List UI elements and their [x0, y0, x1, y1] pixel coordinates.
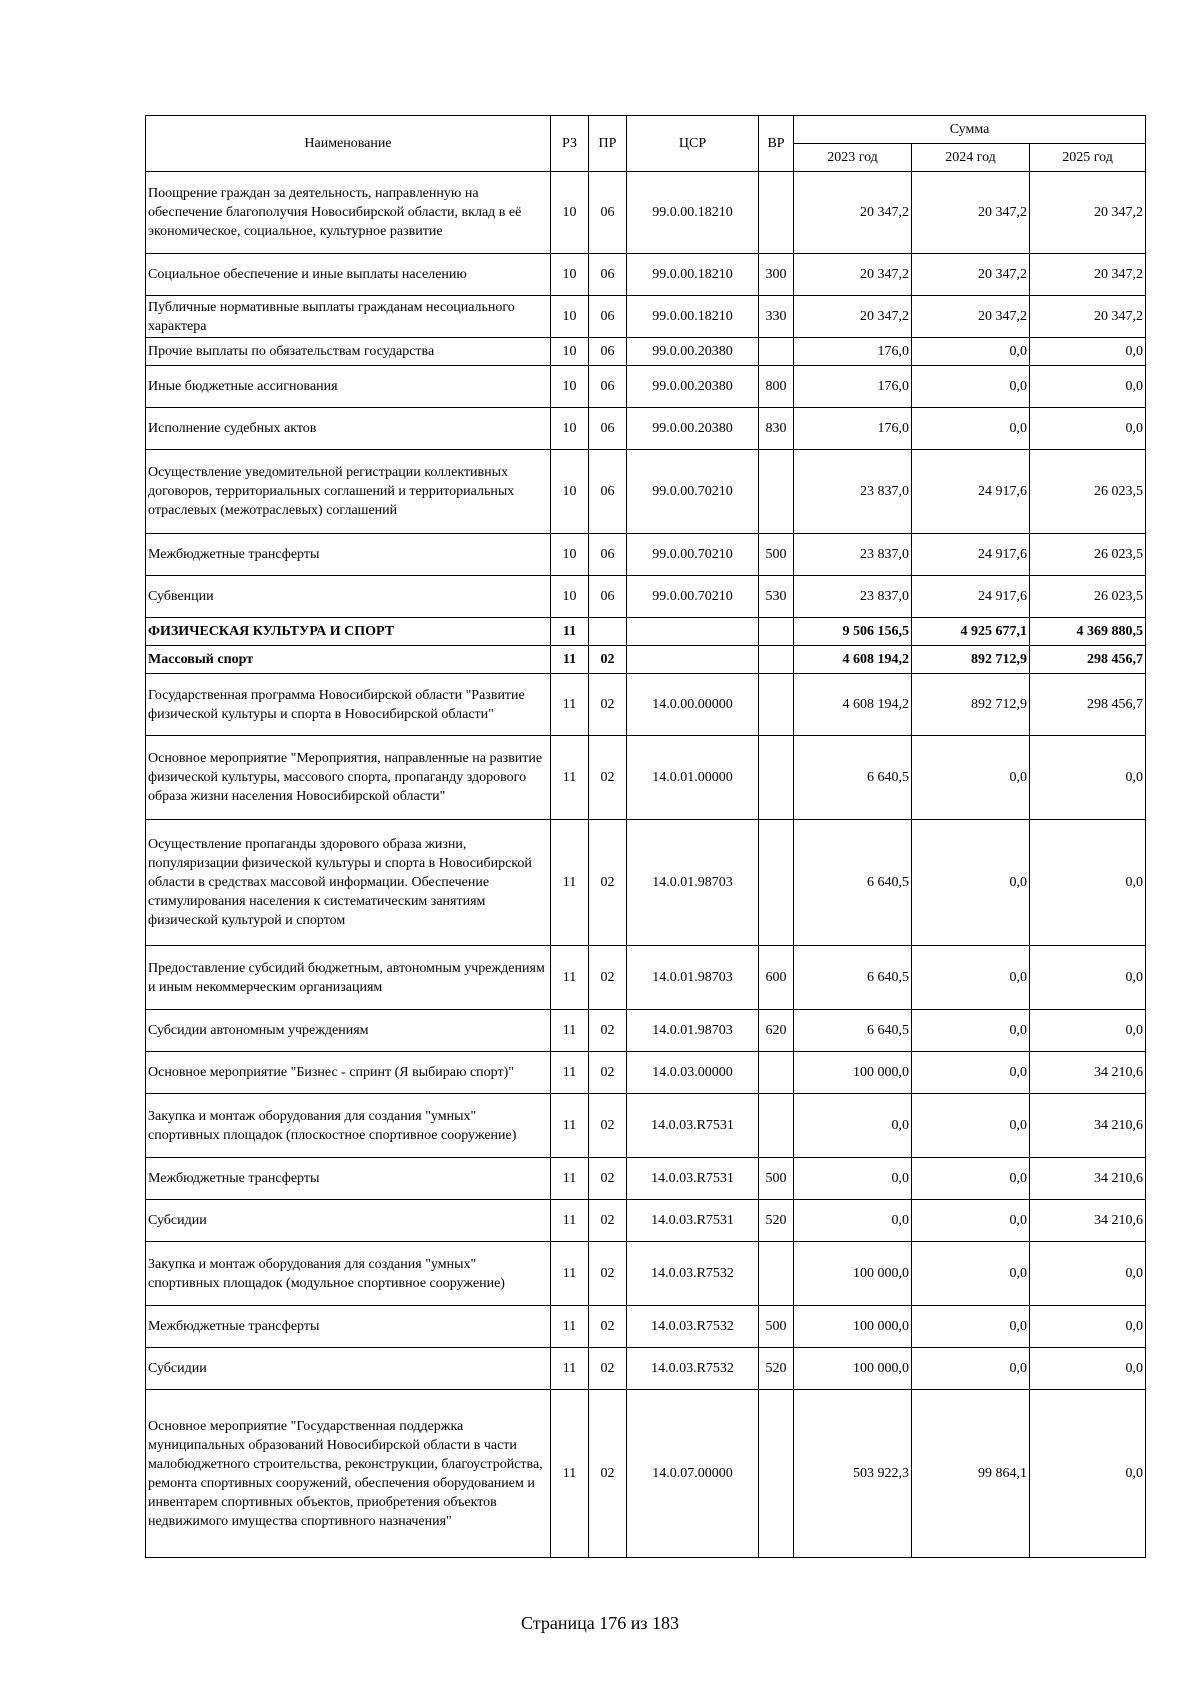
cell-pr: 02 — [589, 1306, 627, 1348]
cell-csr: 14.0.01.98703 — [627, 946, 759, 1010]
cell-2024: 24 917,6 — [912, 534, 1030, 576]
header-year-2023: 2023 год — [794, 144, 912, 172]
cell-rz: 10 — [551, 534, 589, 576]
cell-2024: 0,0 — [912, 1158, 1030, 1200]
cell-2024: 892 712,9 — [912, 646, 1030, 674]
cell-vr — [759, 674, 794, 736]
cell-name: Субсидии автономным учреждениям — [146, 1010, 551, 1052]
cell-pr: 02 — [589, 946, 627, 1010]
cell-vr: 500 — [759, 1306, 794, 1348]
cell-pr: 06 — [589, 450, 627, 534]
cell-rz: 10 — [551, 576, 589, 618]
cell-2024: 0,0 — [912, 1094, 1030, 1158]
table-body — [146, 172, 1146, 1558]
cell-2025: 0,0 — [1030, 1010, 1146, 1052]
cell-2023: 20 347,2 — [794, 172, 912, 254]
table-row — [146, 946, 1146, 1010]
cell-2024: 0,0 — [912, 1200, 1030, 1242]
cell-2025: 0,0 — [1030, 338, 1146, 366]
table-row — [146, 820, 1146, 946]
table-row — [146, 1158, 1146, 1200]
cell-2024: 0,0 — [912, 1242, 1030, 1306]
cell-2024: 24 917,6 — [912, 450, 1030, 534]
cell-name: Осуществление пропаганды здорового образа жизни, популяризации физической культуры и спорта в Новосибирской области в средствах массовой информации. Обеспечение стимулирования населения к систематическим занятиям физической культурой и спортом — [146, 820, 551, 946]
budget-table — [145, 115, 1146, 1558]
cell-rz: 10 — [551, 408, 589, 450]
cell-name: ФИЗИЧЕСКАЯ КУЛЬТУРА И СПОРТ — [146, 618, 551, 646]
table-row — [146, 1306, 1146, 1348]
cell-csr: 99.0.00.18210 — [627, 254, 759, 296]
cell-2025: 298 456,7 — [1030, 646, 1146, 674]
cell-vr: 830 — [759, 408, 794, 450]
cell-name: Осуществление уведомительной регистрации коллективных договоров, территориальных соглашений и территориальных отраслевых (межотраслевых) соглашений — [146, 450, 551, 534]
cell-rz: 11 — [551, 736, 589, 820]
cell-csr: 14.0.03.R7531 — [627, 1200, 759, 1242]
page-number: Страница 176 из 183 — [521, 1613, 679, 1633]
cell-2025: 20 347,2 — [1030, 296, 1146, 338]
table-row — [146, 172, 1146, 254]
table-row — [146, 254, 1146, 296]
cell-pr: 02 — [589, 646, 627, 674]
header-pr: ПР — [589, 116, 627, 172]
cell-vr: 530 — [759, 576, 794, 618]
cell-csr: 14.0.03.R7532 — [627, 1348, 759, 1390]
cell-2025: 0,0 — [1030, 946, 1146, 1010]
cell-vr: 520 — [759, 1348, 794, 1390]
cell-2023: 0,0 — [794, 1094, 912, 1158]
cell-2024: 0,0 — [912, 1052, 1030, 1094]
table-row — [146, 736, 1146, 820]
cell-pr: 06 — [589, 576, 627, 618]
cell-name: Межбюджетные трансферты — [146, 1306, 551, 1348]
cell-rz: 11 — [551, 1242, 589, 1306]
cell-rz: 11 — [551, 1390, 589, 1558]
cell-2024: 20 347,2 — [912, 296, 1030, 338]
cell-vr: 300 — [759, 254, 794, 296]
cell-vr — [759, 1052, 794, 1094]
cell-name: Основное мероприятие "Бизнес - спринт (Я выбираю спорт)" — [146, 1052, 551, 1094]
cell-rz: 11 — [551, 1306, 589, 1348]
cell-name: Социальное обеспечение и иные выплаты населению — [146, 254, 551, 296]
table-row — [146, 366, 1146, 408]
cell-2025: 0,0 — [1030, 1390, 1146, 1558]
cell-csr: 99.0.00.18210 — [627, 172, 759, 254]
cell-2024: 0,0 — [912, 1306, 1030, 1348]
header-year-2025: 2025 год — [1030, 144, 1146, 172]
cell-rz: 11 — [551, 646, 589, 674]
cell-rz: 10 — [551, 366, 589, 408]
cell-name: Предоставление субсидий бюджетным, автономным учреждениям и иным некоммерческим организациям — [146, 946, 551, 1010]
cell-2023: 100 000,0 — [794, 1242, 912, 1306]
cell-vr — [759, 1390, 794, 1558]
cell-2025: 0,0 — [1030, 366, 1146, 408]
table-row — [146, 1094, 1146, 1158]
cell-2024: 24 917,6 — [912, 576, 1030, 618]
cell-name: Основное мероприятие "Государственная поддержка муниципальных образований Новосибирской области в части малобюджетного строительства, реконструкции, благоустройства, ремонта спортивных сооружений, обеспечения оборудованием и инвентарем спортивных объектов, приобретения объектов недвижимого имущества спортивного назначения" — [146, 1390, 551, 1558]
cell-rz: 11 — [551, 1158, 589, 1200]
cell-rz: 11 — [551, 820, 589, 946]
cell-pr: 02 — [589, 1242, 627, 1306]
cell-rz: 10 — [551, 254, 589, 296]
cell-pr: 02 — [589, 1390, 627, 1558]
cell-csr: 14.0.01.98703 — [627, 820, 759, 946]
cell-rz: 11 — [551, 1200, 589, 1242]
cell-csr — [627, 646, 759, 674]
cell-name: Межбюджетные трансферты — [146, 534, 551, 576]
cell-2024: 0,0 — [912, 1010, 1030, 1052]
cell-name: Публичные нормативные выплаты гражданам несоциального характера — [146, 296, 551, 338]
cell-2023: 20 347,2 — [794, 254, 912, 296]
cell-2023: 0,0 — [794, 1158, 912, 1200]
cell-pr: 06 — [589, 408, 627, 450]
cell-pr: 02 — [589, 736, 627, 820]
cell-csr: 14.0.07.00000 — [627, 1390, 759, 1558]
cell-2023: 0,0 — [794, 1200, 912, 1242]
header-sum: Сумма — [794, 116, 1146, 144]
cell-2023: 4 608 194,2 — [794, 674, 912, 736]
cell-rz: 11 — [551, 1010, 589, 1052]
cell-2025: 20 347,2 — [1030, 254, 1146, 296]
cell-name: Закупка и монтаж оборудования для создания "умных" спортивных площадок (модульное спортивное сооружение) — [146, 1242, 551, 1306]
cell-pr: 06 — [589, 254, 627, 296]
table-row — [146, 1348, 1146, 1390]
cell-2023: 176,0 — [794, 366, 912, 408]
cell-2023: 23 837,0 — [794, 450, 912, 534]
cell-2025: 0,0 — [1030, 1242, 1146, 1306]
cell-pr: 06 — [589, 534, 627, 576]
cell-vr — [759, 618, 794, 646]
cell-vr — [759, 338, 794, 366]
cell-name: Государственная программа Новосибирской области "Развитие физической культуры и спорта в Новосибирской области" — [146, 674, 551, 736]
cell-2025: 34 210,6 — [1030, 1094, 1146, 1158]
header-name: Наименование — [146, 116, 551, 172]
table-row — [146, 618, 1146, 646]
cell-csr: 99.0.00.18210 — [627, 296, 759, 338]
cell-2025: 0,0 — [1030, 736, 1146, 820]
cell-2025: 34 210,6 — [1030, 1158, 1146, 1200]
cell-csr: 14.0.03.R7531 — [627, 1094, 759, 1158]
cell-2025: 0,0 — [1030, 1348, 1146, 1390]
cell-csr: 99.0.00.70210 — [627, 576, 759, 618]
cell-name: Закупка и монтаж оборудования для создания "умных" спортивных площадок (плоскостное спортивное сооружение) — [146, 1094, 551, 1158]
cell-pr: 02 — [589, 1010, 627, 1052]
table-row — [146, 1390, 1146, 1558]
cell-csr: 99.0.00.20380 — [627, 366, 759, 408]
cell-2023: 100 000,0 — [794, 1052, 912, 1094]
cell-2024: 0,0 — [912, 820, 1030, 946]
header-csr: ЦСР — [627, 116, 759, 172]
cell-csr: 99.0.00.20380 — [627, 408, 759, 450]
cell-2025: 4 369 880,5 — [1030, 618, 1146, 646]
cell-pr: 02 — [589, 1094, 627, 1158]
cell-rz: 10 — [551, 172, 589, 254]
table-row — [146, 450, 1146, 534]
cell-vr: 330 — [759, 296, 794, 338]
table-row — [146, 576, 1146, 618]
header-year-2024: 2024 год — [912, 144, 1030, 172]
table-row — [146, 296, 1146, 338]
cell-pr: 02 — [589, 820, 627, 946]
cell-2023: 23 837,0 — [794, 576, 912, 618]
cell-vr — [759, 1094, 794, 1158]
cell-rz: 11 — [551, 618, 589, 646]
cell-pr: 02 — [589, 1200, 627, 1242]
cell-2024: 0,0 — [912, 408, 1030, 450]
cell-2025: 26 023,5 — [1030, 450, 1146, 534]
cell-2024: 892 712,9 — [912, 674, 1030, 736]
cell-name: Иные бюджетные ассигнования — [146, 366, 551, 408]
cell-2023: 6 640,5 — [794, 1010, 912, 1052]
cell-2024: 4 925 677,1 — [912, 618, 1030, 646]
cell-2023: 6 640,5 — [794, 946, 912, 1010]
table-row — [146, 1200, 1146, 1242]
cell-vr — [759, 820, 794, 946]
cell-name: Субсидии — [146, 1348, 551, 1390]
table-row — [146, 646, 1146, 674]
table-row — [146, 338, 1146, 366]
cell-name: Поощрение граждан за деятельность, направленную на обеспечение благополучия Новосибирской области, вклад в её экономическое, социальное, культурное развитие — [146, 172, 551, 254]
cell-2024: 0,0 — [912, 338, 1030, 366]
cell-2024: 20 347,2 — [912, 172, 1030, 254]
cell-rz: 10 — [551, 296, 589, 338]
cell-2024: 0,0 — [912, 946, 1030, 1010]
cell-2025: 20 347,2 — [1030, 172, 1146, 254]
cell-pr — [589, 618, 627, 646]
cell-2025: 34 210,6 — [1030, 1200, 1146, 1242]
cell-2023: 176,0 — [794, 408, 912, 450]
cell-pr: 02 — [589, 674, 627, 736]
header-vr: ВР — [759, 116, 794, 172]
cell-2024: 99 864,1 — [912, 1390, 1030, 1558]
header-row-top — [146, 116, 1146, 144]
cell-csr: 14.0.03.00000 — [627, 1052, 759, 1094]
cell-2023: 100 000,0 — [794, 1348, 912, 1390]
table-row — [146, 674, 1146, 736]
cell-csr: 14.0.03.R7532 — [627, 1306, 759, 1348]
cell-2025: 0,0 — [1030, 408, 1146, 450]
cell-2023: 4 608 194,2 — [794, 646, 912, 674]
cell-2024: 0,0 — [912, 1348, 1030, 1390]
table-row — [146, 1242, 1146, 1306]
cell-pr: 02 — [589, 1348, 627, 1390]
cell-2023: 9 506 156,5 — [794, 618, 912, 646]
cell-name: Основное мероприятие "Мероприятия, направленные на развитие физической культуры, массового спорта, пропаганду здорового образа жизни населения Новосибирской области" — [146, 736, 551, 820]
cell-rz: 10 — [551, 450, 589, 534]
cell-csr: 99.0.00.20380 — [627, 338, 759, 366]
cell-vr: 600 — [759, 946, 794, 1010]
cell-name: Межбюджетные трансферты — [146, 1158, 551, 1200]
cell-2023: 176,0 — [794, 338, 912, 366]
cell-2025: 26 023,5 — [1030, 534, 1146, 576]
cell-2024: 0,0 — [912, 736, 1030, 820]
cell-csr: 14.0.01.00000 — [627, 736, 759, 820]
cell-rz: 11 — [551, 674, 589, 736]
cell-2025: 34 210,6 — [1030, 1052, 1146, 1094]
cell-2024: 20 347,2 — [912, 254, 1030, 296]
cell-rz: 11 — [551, 1094, 589, 1158]
cell-2025: 26 023,5 — [1030, 576, 1146, 618]
cell-pr: 02 — [589, 1158, 627, 1200]
cell-rz: 11 — [551, 1348, 589, 1390]
cell-csr — [627, 618, 759, 646]
cell-csr: 14.0.01.98703 — [627, 1010, 759, 1052]
cell-pr: 06 — [589, 338, 627, 366]
cell-2024: 0,0 — [912, 366, 1030, 408]
cell-vr — [759, 450, 794, 534]
cell-vr: 500 — [759, 1158, 794, 1200]
cell-2023: 503 922,3 — [794, 1390, 912, 1558]
cell-rz: 10 — [551, 338, 589, 366]
header-rz: РЗ — [551, 116, 589, 172]
cell-vr: 620 — [759, 1010, 794, 1052]
cell-rz: 11 — [551, 1052, 589, 1094]
cell-vr — [759, 172, 794, 254]
cell-name: Исполнение судебных актов — [146, 408, 551, 450]
table-row — [146, 534, 1146, 576]
cell-vr — [759, 736, 794, 820]
cell-2025: 0,0 — [1030, 820, 1146, 946]
table-row — [146, 408, 1146, 450]
cell-2023: 6 640,5 — [794, 820, 912, 946]
cell-2025: 0,0 — [1030, 1306, 1146, 1348]
cell-pr: 06 — [589, 172, 627, 254]
cell-pr: 06 — [589, 296, 627, 338]
table-row — [146, 1010, 1146, 1052]
cell-2023: 100 000,0 — [794, 1306, 912, 1348]
cell-2023: 6 640,5 — [794, 736, 912, 820]
cell-vr: 800 — [759, 366, 794, 408]
table-row — [146, 1052, 1146, 1094]
cell-rz: 11 — [551, 946, 589, 1010]
cell-vr: 500 — [759, 534, 794, 576]
cell-csr: 14.0.03.R7532 — [627, 1242, 759, 1306]
cell-2023: 20 347,2 — [794, 296, 912, 338]
cell-pr: 06 — [589, 366, 627, 408]
cell-name: Субвенции — [146, 576, 551, 618]
cell-csr: 99.0.00.70210 — [627, 534, 759, 576]
cell-csr: 99.0.00.70210 — [627, 450, 759, 534]
cell-2025: 298 456,7 — [1030, 674, 1146, 736]
cell-vr — [759, 1242, 794, 1306]
cell-vr — [759, 646, 794, 674]
cell-2023: 23 837,0 — [794, 534, 912, 576]
cell-pr: 02 — [589, 1052, 627, 1094]
cell-name: Прочие выплаты по обязательствам государства — [146, 338, 551, 366]
cell-csr: 14.0.00.00000 — [627, 674, 759, 736]
cell-vr: 520 — [759, 1200, 794, 1242]
cell-csr: 14.0.03.R7531 — [627, 1158, 759, 1200]
cell-name: Массовый спорт — [146, 646, 551, 674]
cell-name: Субсидии — [146, 1200, 551, 1242]
